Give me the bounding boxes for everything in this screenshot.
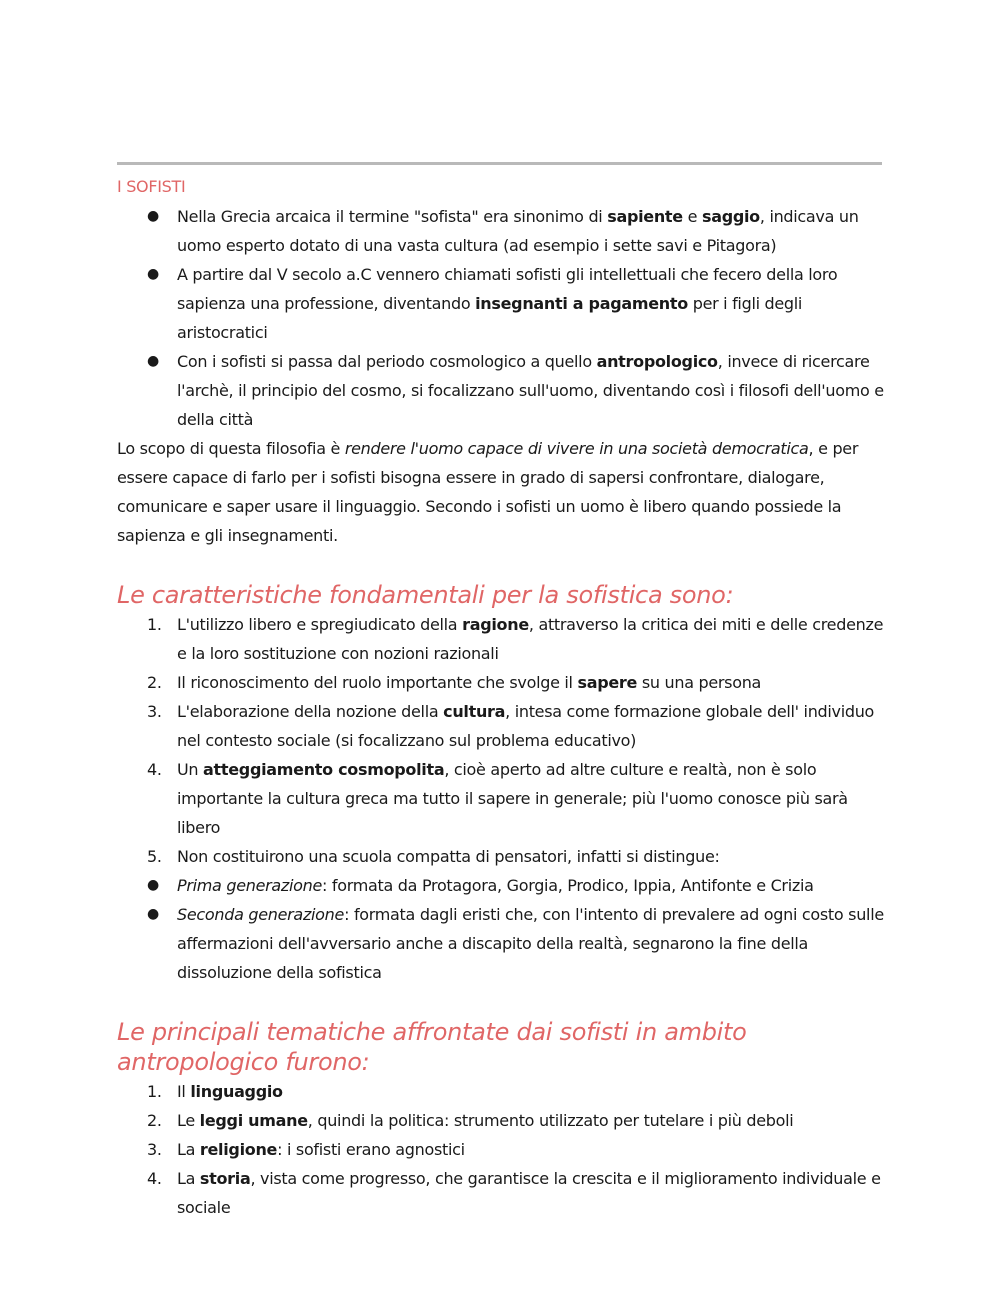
bold-term: storia [199, 1169, 251, 1188]
bold-term: saggio [701, 207, 760, 226]
italic-text: Seconda generazione [177, 905, 345, 924]
text-run: su una persona [637, 673, 762, 692]
bold-term: antropologico [596, 352, 718, 371]
list-item [117, 1164, 887, 1222]
bullet-marker: ● [147, 353, 159, 369]
text-run: Il riconoscimento del ruolo importante che svolge il [177, 673, 578, 692]
intro-bullet-list [117, 202, 887, 434]
text-run: : formata dagli eristi che, con l'intento di prevalere ad ogni costo sulle affermazioni dell'avversario anche a discapito della realtà, segnarono la fine della dissoluzione della sofistica [177, 905, 884, 982]
text-run: La [177, 1140, 200, 1159]
list-item-text [177, 673, 761, 692]
list-number: 2. [147, 1111, 162, 1130]
themes-list [117, 1077, 887, 1222]
list-number: 3. [147, 702, 162, 721]
spacer [117, 987, 887, 1017]
bold-term: religione [199, 1140, 278, 1159]
text-run: , attraverso la critica dei miti e delle credenze e la loro sostituzione con nozioni razionali [177, 615, 884, 663]
list-item [117, 347, 887, 434]
italic-text: Prima generazione [177, 876, 323, 895]
text-run: Non costituirono una scuola compatta di pensatori, infatti si distingue: [177, 847, 720, 866]
horizontal-rule [117, 162, 882, 165]
text-run: : formata da Protagora, Gorgia, Prodico, Ippia, Antifonte e Crizia [322, 876, 814, 895]
list-item [117, 697, 887, 755]
text-run: L'elaborazione della nozione della [177, 702, 444, 721]
list-item [117, 202, 887, 260]
italic-text: rendere l'uomo capace di vivere in una società democratica [344, 439, 809, 458]
bullet-marker: ● [147, 266, 159, 282]
text-run: A partire dal V secolo a.C vennero chiamati sofisti gli intellettuali che fecero della loro sapienza una professione, diventando [177, 265, 838, 313]
list-item [117, 668, 887, 697]
bold-term: ragione [462, 615, 529, 634]
list-number: 4. [147, 1169, 162, 1188]
text-run: , invece di ricercare l'archè, il principio del cosmo, si focalizzano sull'uomo, diventando così i filosofi dell'uomo e della città [177, 352, 884, 429]
text-run: , cioè aperto ad altre culture e realtà, non è solo importante la cultura greca ma tutto il sapere in generale; più l'uomo conosce più sarà libero [177, 760, 848, 837]
list-item [117, 1106, 887, 1135]
list-item [117, 871, 887, 900]
bullet-marker: ● [147, 877, 159, 893]
list-item [117, 1135, 887, 1164]
list-item [117, 1077, 887, 1106]
text-run: , intesa come formazione globale dell' individuo nel contesto sociale (si focalizzano sul problema educativo) [177, 702, 875, 750]
list-item-text [177, 265, 837, 342]
bold-term: cultura [443, 702, 506, 721]
bullet-marker: ● [147, 208, 159, 224]
intro-paragraph [117, 434, 887, 550]
list-item-text [177, 615, 883, 663]
text-run: : i sofisti erano agnostici [277, 1140, 465, 1159]
section-heading-characteristics: Le caratteristiche fondamentali per la sofistica sono: [117, 581, 734, 609]
list-item-text [177, 876, 814, 895]
text-run: , e per essere capace di farlo per i sofisti bisogna essere in grado di sapersi confrontare, dialogare, comunicare e saper usare il linguaggio. Secondo i sofisti un uomo è libero quando possiede la sapienza e gli insegnamenti. [117, 439, 859, 545]
section-heading-themes: Le principali tematiche affrontate dai sofisti in ambito antropologico furono: [117, 1018, 747, 1076]
text-run: Lo scopo di questa filosofia è [117, 439, 345, 458]
bold-term: leggi umane [199, 1111, 308, 1130]
bold-term: sapiente [607, 207, 683, 226]
list-number: 5. [147, 847, 162, 866]
spacer [117, 550, 887, 580]
text-run: Con i sofisti si passa dal periodo cosmologico a quello [177, 352, 597, 371]
text-run: , vista come progresso, che garantisce la crescita e il miglioramento individuale e sociale [177, 1169, 881, 1217]
bullet-marker: ● [147, 906, 159, 922]
text-run: Il [177, 1082, 191, 1101]
list-item-text [177, 1082, 283, 1101]
bold-term: insegnanti a pagamento [475, 294, 688, 313]
text-run: e [682, 207, 702, 226]
list-item-text [177, 702, 874, 750]
text-run: per i figli degli aristocratici [177, 294, 803, 342]
text-run: Le [177, 1111, 200, 1130]
bold-term: atteggiamento cosmopolita [203, 760, 445, 779]
list-item-text [177, 1140, 465, 1159]
list-item [117, 900, 887, 987]
list-number: 3. [147, 1140, 162, 1159]
list-item-text [177, 905, 884, 982]
list-item-text [177, 1111, 793, 1130]
text-run: Un [177, 760, 204, 779]
document-title: I SOFISTI [117, 177, 186, 196]
text-run: , quindi la politica: strumento utilizzato per tutelare i più deboli [307, 1111, 794, 1130]
list-number: 1. [147, 1082, 162, 1101]
list-item [117, 610, 887, 668]
list-number: 1. [147, 615, 162, 634]
document-body [117, 172, 887, 1222]
text-run: L'utilizzo libero e spregiudicato della [177, 615, 463, 634]
list-item [117, 755, 887, 842]
list-item-text [177, 1169, 881, 1217]
list-item-text [177, 207, 859, 255]
list-item [117, 842, 887, 871]
text-run: La [177, 1169, 200, 1188]
list-item-text [177, 760, 848, 837]
list-item-text [177, 352, 884, 429]
list-item-text [177, 847, 720, 866]
list-item [117, 260, 887, 347]
bold-term: sapere [577, 673, 638, 692]
list-number: 4. [147, 760, 162, 779]
text-run: , indicava un uomo esperto dotato di una vasta cultura (ad esempio i sette savi e Pitagora) [177, 207, 859, 255]
bold-term: linguaggio [190, 1082, 283, 1101]
list-number: 2. [147, 673, 162, 692]
text-run: Nella Grecia arcaica il termine "sofista" era sinonimo di [177, 207, 608, 226]
characteristics-list [117, 610, 887, 987]
